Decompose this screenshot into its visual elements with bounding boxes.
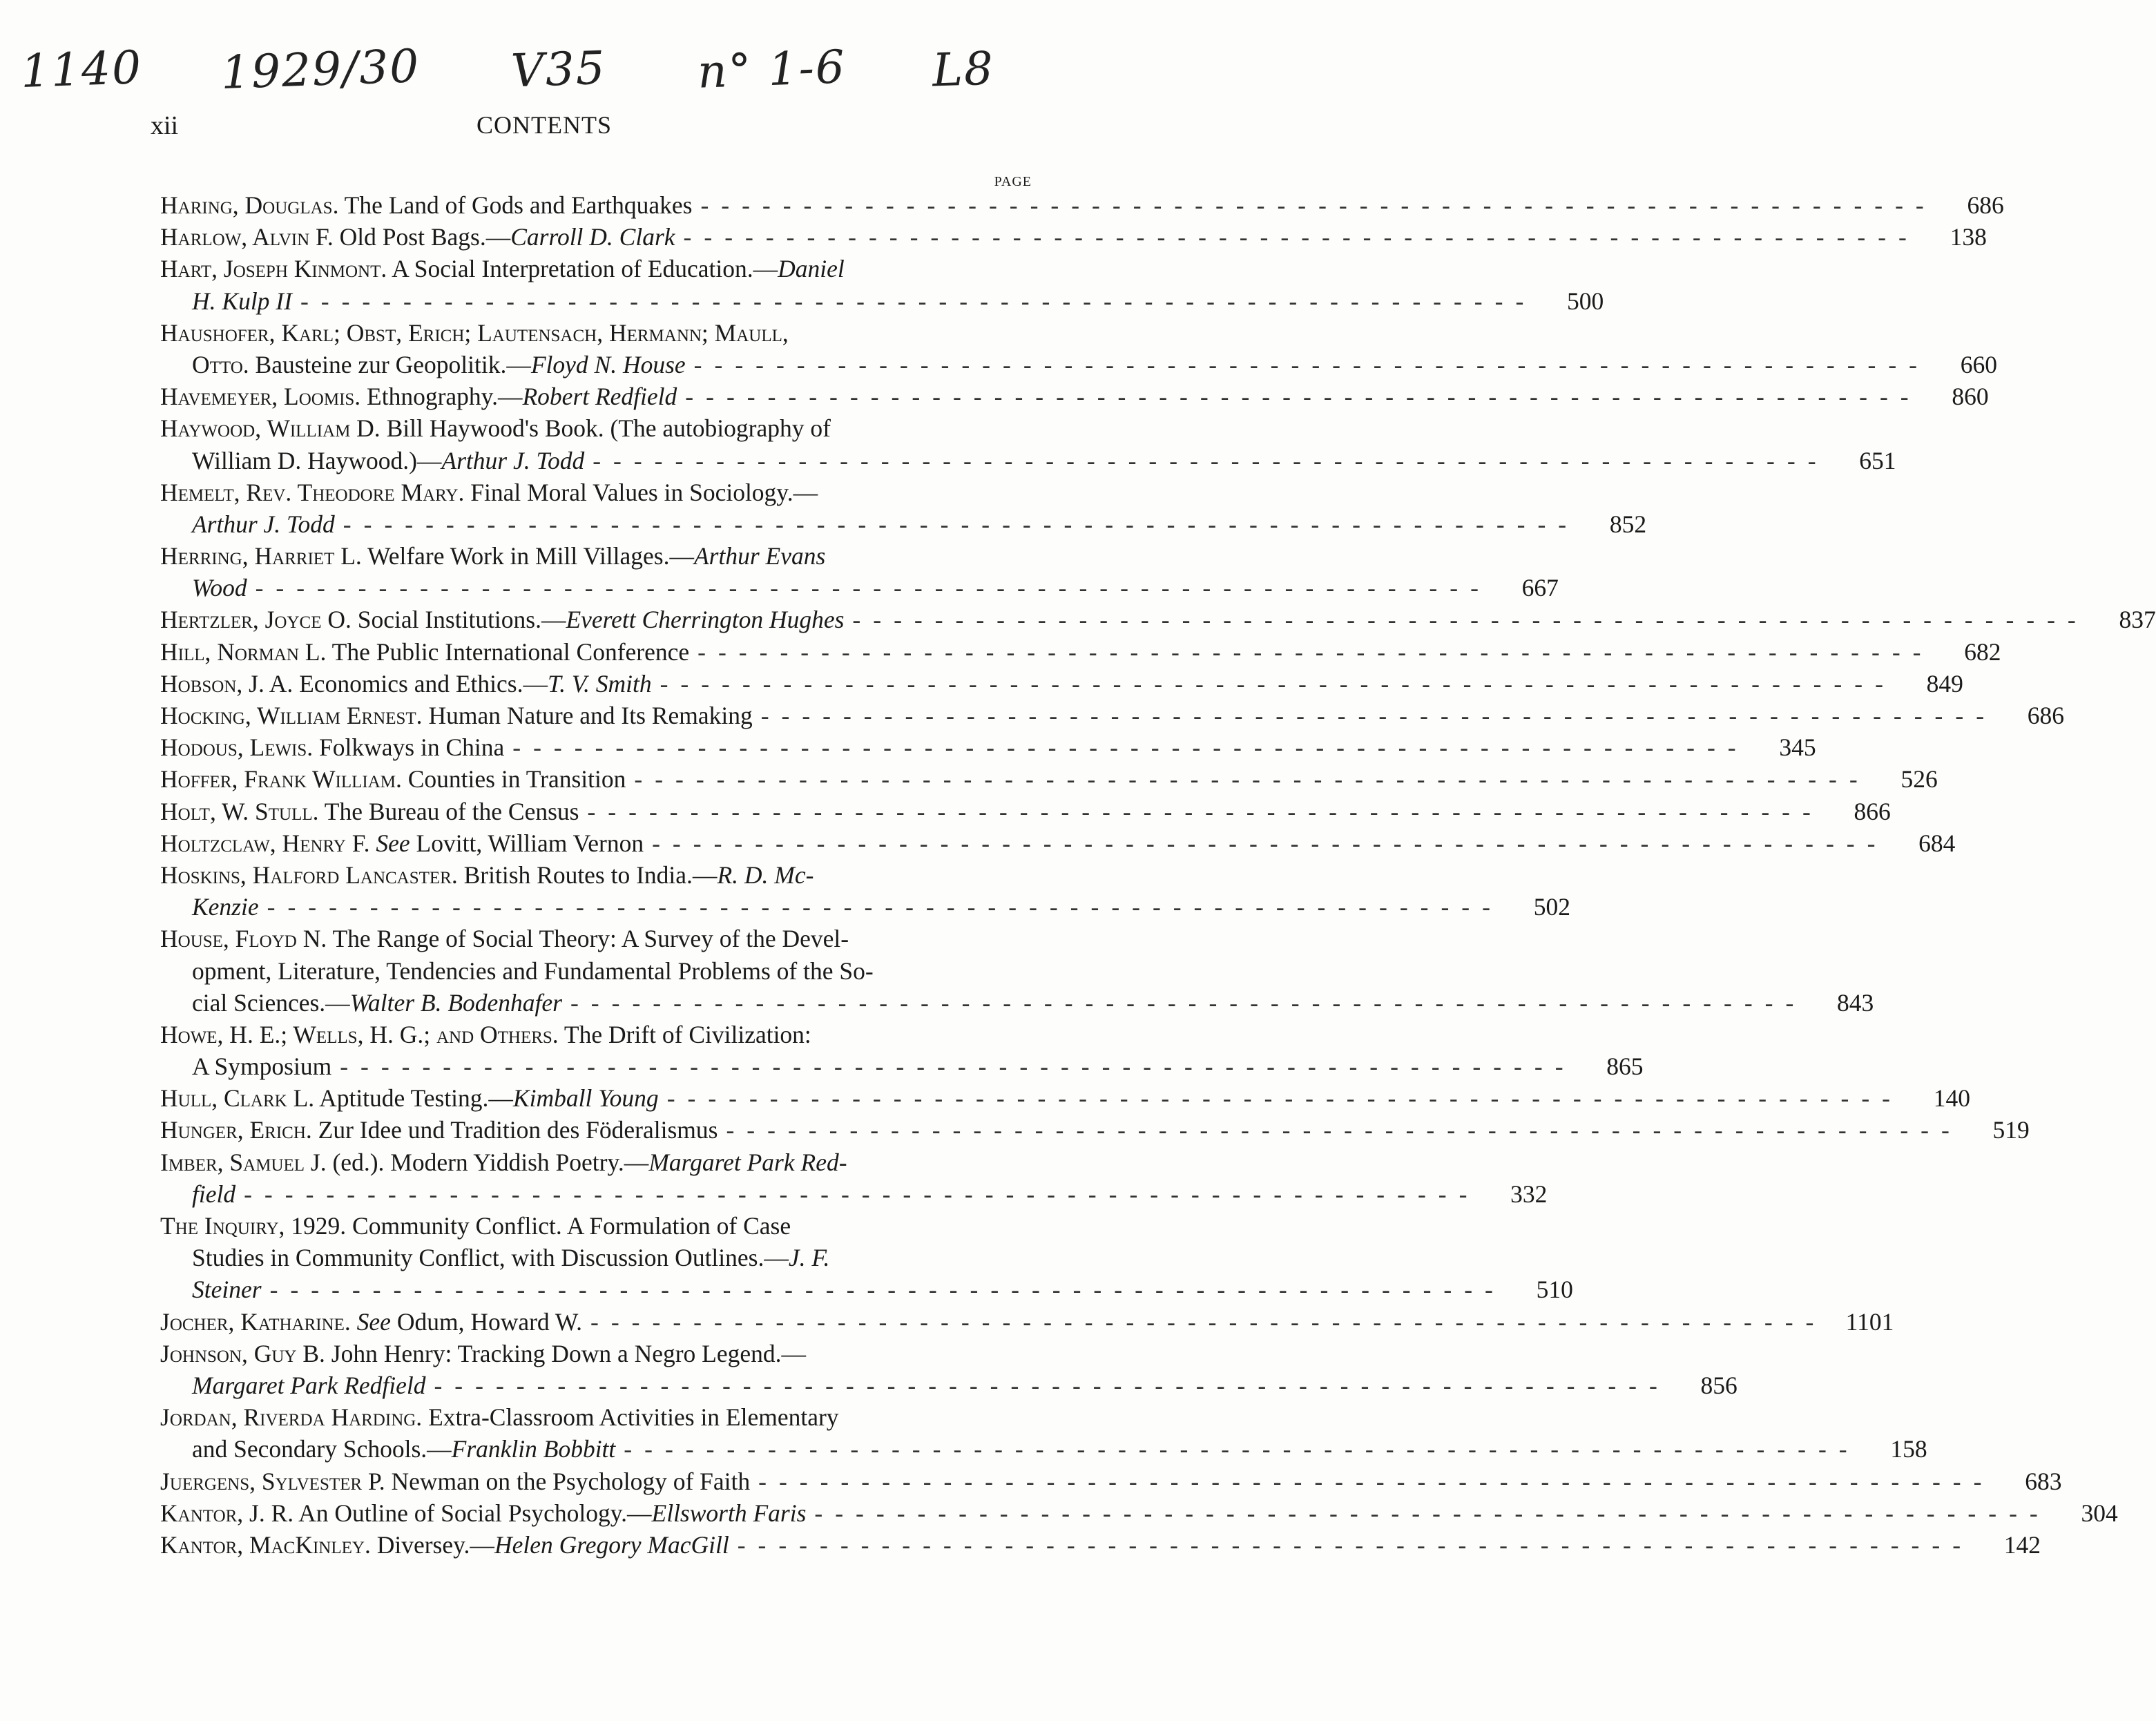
contents-entry — [160, 1114, 2030, 1146]
entry-line — [160, 636, 2001, 668]
entry-text — [160, 763, 626, 795]
author-name: Hemelt, Rev. Theodore Mary. — [160, 478, 465, 506]
page-reference: 510 — [1536, 1276, 1573, 1304]
entry-line — [160, 1210, 1032, 1242]
handwritten-note-2: 1929/30 — [220, 39, 421, 100]
title-text: Studies in Community Conflict, with Discussion Outlines.— — [192, 1244, 789, 1272]
page-reference: 651 — [1859, 446, 1896, 474]
entry-text — [160, 381, 677, 412]
reviewer-name: Daniel — [778, 255, 845, 283]
title-text: Final Moral Values in Sociology.— — [464, 478, 818, 506]
entry-text — [192, 1242, 829, 1273]
page-reference: 519 — [1992, 1116, 2030, 1144]
title-text: An Outline of Social Psychology.— — [293, 1499, 652, 1527]
title-text: Bausteine zur Geopolitik.— — [249, 350, 531, 378]
entry-text — [192, 955, 874, 987]
entry-line — [160, 1497, 2118, 1529]
author-name: Holt, W. Stull. — [160, 797, 319, 825]
contents-entry — [160, 317, 1997, 381]
entry-text — [160, 1338, 806, 1369]
entry-text — [192, 1050, 331, 1082]
entry-text — [160, 1465, 750, 1497]
entry-line — [160, 1369, 1738, 1401]
author-name: House, Floyd N. — [160, 925, 327, 953]
entry-line — [160, 540, 1032, 572]
entry-line — [160, 253, 1032, 285]
entry-text — [160, 668, 652, 700]
contents-entry — [160, 1210, 1573, 1306]
title-text: Newman on the Psychology of Faith — [385, 1467, 751, 1495]
author-name: Holtzclaw, Henry F. — [160, 829, 370, 857]
entry-line — [160, 827, 1956, 859]
contents-entry — [160, 253, 1604, 316]
entry-text — [160, 1210, 791, 1242]
entry-text — [160, 731, 504, 763]
dot-leader: ------------------------------------------------------------ — [267, 893, 1503, 921]
title-text: Counties in Transition — [401, 765, 626, 794]
title-text: Economics and Ethics.— — [293, 669, 548, 698]
author-name: Haring, Douglas. — [160, 191, 339, 219]
dot-leader: ------------------------------------------------------------ — [666, 1084, 1903, 1113]
page-reference: 684 — [1918, 829, 1956, 857]
entry-line — [160, 955, 1032, 987]
entry-line — [160, 477, 1032, 508]
reviewer-name: Everett Cherrington Hughes — [566, 606, 845, 634]
title-text: Zur Idee und Tradition des Föderalismus — [311, 1116, 718, 1144]
reviewer-name: T. V. Smith — [547, 669, 652, 698]
page-reference: 1101 — [1845, 1307, 1894, 1336]
dot-leader: ------------------------------------------------------------ — [683, 223, 1919, 251]
reviewer-name: Arthur J. Todd — [441, 446, 585, 474]
entry-text — [160, 859, 814, 891]
page-reference: 158 — [1890, 1435, 1927, 1463]
handwritten-note-4: n° 1-6 — [696, 40, 847, 99]
author-name: Johnson, Guy B. — [160, 1339, 325, 1367]
contents-entry — [160, 540, 1559, 604]
reviewer-name: Helen Gregory MacGill — [494, 1530, 729, 1559]
page-reference: 138 — [1950, 223, 1987, 251]
title-text: Folkways in China — [313, 733, 505, 762]
page-reference: 860 — [1952, 383, 1989, 411]
entry-line — [160, 221, 1987, 253]
dot-leader: ------------------------------------------------------------ — [693, 350, 1929, 378]
page-reference: 856 — [1700, 1371, 1738, 1399]
entry-text — [192, 1369, 425, 1401]
handwritten-annotations — [19, 39, 1057, 119]
title-text: Ethnography.— — [360, 383, 523, 411]
entry-line — [160, 1433, 1927, 1465]
reviewer-name: Steiner — [192, 1276, 262, 1304]
entry-text — [160, 1401, 839, 1433]
contents-entry — [160, 1019, 1644, 1082]
entry-text — [160, 221, 675, 253]
title-text: The Bureau of the Census — [318, 797, 579, 825]
title-text: Lovitt, William Vernon — [410, 829, 644, 857]
reviewer-name: Kenzie — [192, 893, 259, 921]
contents-entry — [160, 189, 2004, 221]
dot-leader: ------------------------------------------------------------ — [852, 606, 2088, 634]
title-text: John Henry: Tracking Down a Negro Legend.— — [325, 1339, 807, 1367]
author-name: Imber, Samuel J. — [160, 1148, 327, 1176]
author-name: Kantor, MacKinley. — [160, 1530, 371, 1559]
author-name: Harlow, Alvin F. — [160, 223, 334, 251]
dot-leader: ------------------------------------------------------------ — [340, 1052, 1576, 1081]
contents-entry — [160, 221, 1987, 253]
contents-entry — [160, 604, 2156, 635]
page-reference: 852 — [1609, 510, 1647, 538]
entry-text — [160, 1082, 659, 1114]
entry-line — [160, 572, 1559, 604]
entry-line — [160, 1401, 1032, 1433]
contents-entry — [160, 1465, 2062, 1497]
page-reference: 837 — [2119, 606, 2156, 634]
title-text: The Drift of Civilization: — [558, 1020, 811, 1048]
title-text: A Symposium — [192, 1052, 332, 1081]
contents-entry — [160, 731, 1816, 763]
entry-line — [160, 412, 1032, 444]
dot-leader: ------------------------------------------------------------ — [269, 1276, 1505, 1304]
entry-text — [160, 796, 579, 827]
entry-text — [192, 349, 686, 381]
title-text: The Public International Conference — [326, 637, 690, 666]
dot-leader: ------------------------------------------------------------ — [726, 1116, 1962, 1144]
author-name: Hull, Clark L. — [160, 1084, 315, 1113]
contents-list — [160, 189, 2156, 1561]
entry-line — [160, 317, 1032, 349]
dot-leader: ------------------------------------------------------------ — [300, 287, 1537, 315]
title-text: Welfare Work in Mill Villages.— — [361, 542, 694, 570]
entry-text — [192, 285, 292, 317]
reviewer-name: Wood — [192, 574, 247, 602]
reviewer-name: Walter B. Bodenhafer — [349, 988, 562, 1017]
reviewer-name: Franklin Bobbitt — [451, 1435, 616, 1463]
entry-line — [160, 731, 1816, 763]
contents-entry — [160, 412, 1896, 476]
entry-line — [160, 700, 2065, 731]
title-text: British Routes to India.— — [457, 860, 718, 889]
reviewer-name: J. F. — [788, 1244, 830, 1272]
entry-line — [160, 381, 1989, 412]
entry-text — [160, 1306, 582, 1338]
page-reference: 304 — [2081, 1499, 2118, 1527]
dot-leader: ------------------------------------------------------------ — [697, 637, 1934, 666]
reviewer-name: See — [356, 1307, 391, 1336]
page-reference: 849 — [1926, 669, 1963, 698]
title-text: William D. Haywood.)— — [192, 446, 442, 474]
page-reference: 686 — [1967, 191, 2004, 219]
entry-line — [160, 604, 2156, 635]
dot-leader: ------------------------------------------------------------ — [587, 797, 1823, 825]
entry-line — [160, 859, 1032, 891]
author-name: Hocking, William Ernest. — [160, 702, 423, 729]
contents-entry — [160, 827, 1956, 859]
dot-leader: ------------------------------------------------------------ — [737, 1530, 1974, 1559]
entry-line — [160, 923, 1032, 954]
dot-leader: ------------------------------------------------------------ — [685, 383, 1921, 411]
contents-entry — [160, 1146, 1548, 1210]
contents-entry — [160, 1497, 2118, 1529]
entry-text — [192, 508, 335, 540]
entry-text — [160, 477, 818, 508]
title-text: Community Conflict. A Formulation of Case — [346, 1212, 791, 1240]
entry-text — [160, 253, 845, 285]
reviewer-name: Floyd N. House — [530, 350, 686, 378]
contents-entry — [160, 923, 1874, 1019]
author-name: Howe, H. E.; Wells, H. G.; and Others. — [160, 1020, 559, 1048]
entry-text — [192, 1433, 615, 1465]
entry-line — [160, 1242, 1032, 1273]
title-text: The Land of Gods and Earthquakes — [338, 191, 693, 219]
entry-text — [160, 827, 644, 859]
dot-leader: ------------------------------------------------------------ — [244, 1180, 1480, 1208]
page-reference: 865 — [1606, 1052, 1644, 1081]
dot-leader: ------------------------------------------------------------ — [512, 733, 1749, 762]
page-reference: 142 — [2003, 1530, 2041, 1559]
author-name: Kantor, J. R. — [160, 1499, 294, 1527]
contents-entry — [160, 1306, 1894, 1338]
dot-leader: ------------------------------------------------------------ — [255, 574, 1491, 602]
title-text — [351, 1308, 357, 1336]
reviewer-name: Kimball Young — [512, 1084, 659, 1113]
title-text: Extra-Classroom Activities in Elementary — [422, 1403, 839, 1432]
page-reference: 332 — [1510, 1180, 1548, 1208]
entry-line — [160, 285, 1604, 317]
dot-leader: ------------------------------------------------------------ — [634, 765, 1870, 794]
author-name: Haywood, William D. — [160, 414, 381, 443]
reviewer-name: Carroll D. Clark — [510, 223, 675, 251]
entry-line — [160, 1306, 1894, 1338]
title-text: A Social Interpretation of Education.— — [387, 255, 778, 283]
reviewer-name: field — [192, 1180, 236, 1208]
entry-text — [160, 412, 831, 444]
author-name: Hobson, J. A. — [160, 669, 293, 698]
title-text: Diversey.— — [370, 1530, 494, 1559]
title-text: Old Post Bags.— — [333, 223, 511, 251]
contents-entry — [160, 1401, 1927, 1465]
entry-text — [160, 317, 789, 349]
reviewer-name: Robert Redfield — [522, 383, 677, 411]
title-text: opment, Literature, Tendencies and Fundamental Problems of the So- — [192, 956, 874, 985]
dot-leader: ------------------------------------------------------------ — [814, 1499, 2050, 1527]
contents-entry — [160, 796, 1891, 827]
entry-text — [160, 636, 689, 668]
author-name: Hoskins, Halford Lancaster. — [160, 860, 458, 889]
page-reference: 660 — [1960, 350, 1997, 378]
entry-text — [160, 1529, 729, 1561]
title-text: (ed.). Modern Yiddish Poetry.— — [326, 1148, 649, 1176]
author-name: Hoffer, Frank William. — [160, 765, 402, 794]
author-name: Hart, Joseph Kinmont. — [160, 255, 387, 283]
page-reference: 526 — [1900, 765, 1938, 794]
entry-line — [160, 1050, 1644, 1082]
entry-line — [160, 1114, 2030, 1146]
title-text: and Secondary Schools.— — [192, 1435, 452, 1463]
contents-entry — [160, 636, 2001, 668]
entry-line — [160, 1338, 1032, 1369]
entry-line — [160, 1146, 1032, 1178]
entry-line — [160, 1465, 2062, 1497]
running-title: CONTENTS — [477, 111, 612, 139]
title-text: cial Sciences.— — [192, 988, 350, 1017]
reviewer-name: Arthur J. Todd — [192, 510, 335, 538]
entry-line — [160, 891, 1570, 923]
dot-leader: ------------------------------------------------------------ — [434, 1371, 1670, 1399]
author-name: Hill, Norman L. — [160, 637, 327, 666]
entry-line — [160, 1178, 1548, 1210]
author-name: Otto. — [192, 350, 249, 378]
handwritten-note-5: L8 — [931, 41, 996, 97]
entry-text — [160, 540, 825, 572]
dot-leader: ------------------------------------------------------------ — [570, 988, 1807, 1017]
reviewer-name: Margaret Park Redfield — [192, 1371, 426, 1399]
entry-text — [160, 700, 753, 731]
entry-line — [160, 1082, 1970, 1114]
page-reference: 502 — [1533, 893, 1570, 921]
reviewer-name: See — [376, 829, 410, 857]
entry-line — [160, 668, 1963, 700]
dot-leader: ------------------------------------------------------------ — [652, 829, 1888, 857]
title-text: Odum, Howard W. — [390, 1307, 583, 1336]
entry-line — [160, 1273, 1573, 1305]
page-reference: 682 — [1964, 637, 2001, 666]
entry-text — [160, 923, 849, 954]
contents-entry — [160, 668, 1963, 700]
page-reference: 866 — [1854, 797, 1891, 825]
reviewer-name: Arthur Evans — [694, 542, 826, 570]
author-name: Jocher, Katharine. — [160, 1307, 351, 1336]
entry-line — [160, 763, 1938, 795]
dot-leader: ------------------------------------------------------------ — [590, 1307, 1827, 1336]
entry-line — [160, 349, 1997, 381]
entry-line — [160, 1529, 2041, 1561]
entry-line — [160, 1019, 1032, 1050]
title-text: Human Nature and Its Remaking — [422, 702, 753, 729]
entry-line — [160, 796, 1891, 827]
entry-text — [192, 987, 562, 1019]
author-name: Hertzler, Joyce O. — [160, 606, 352, 634]
reviewer-name: Margaret Park Red- — [648, 1148, 847, 1176]
author-name: Hodous, Lewis. — [160, 733, 314, 762]
handwritten-note-3: V35 — [510, 41, 607, 98]
dot-leader: ------------------------------------------------------------ — [700, 191, 1936, 219]
dot-leader: ------------------------------------------------------------ — [343, 510, 1579, 538]
title-text: The Range of Social Theory: A Survey of the Devel- — [327, 925, 849, 953]
title-text: Bill Haywood's Book. (The autobiography of — [380, 414, 831, 443]
page-reference: 667 — [1521, 574, 1559, 602]
author-name: Hunger, Erich. — [160, 1116, 312, 1144]
dot-leader: ------------------------------------------------------------ — [660, 669, 1896, 698]
dot-leader: ------------------------------------------------------------ — [593, 446, 1829, 474]
entry-text — [192, 572, 247, 604]
page-column-label: PAGE — [994, 174, 1032, 189]
page-reference: 683 — [2025, 1467, 2062, 1495]
contents-entry — [160, 1338, 1738, 1401]
entry-text — [160, 1114, 718, 1146]
entry-text — [160, 1019, 811, 1050]
title-text: Social Institutions.— — [351, 606, 566, 634]
entry-text — [192, 891, 259, 923]
entry-text — [160, 189, 692, 221]
reviewer-name: H. Kulp II — [192, 287, 292, 315]
author-name: Havemeyer, Loomis. — [160, 383, 361, 411]
author-name: The Inquiry, 1929. — [160, 1212, 347, 1240]
entry-text — [192, 1178, 235, 1210]
contents-entry — [160, 1529, 2041, 1561]
title-text: Aptitude Testing.— — [314, 1084, 513, 1113]
reviewer-name: R. D. Mc- — [717, 860, 814, 889]
page-reference: 500 — [1567, 287, 1604, 315]
contents-entry — [160, 859, 1570, 923]
contents-entry — [160, 763, 1938, 795]
dot-leader: ------------------------------------------------------------ — [760, 702, 1997, 729]
entry-line — [160, 445, 1896, 477]
author-name: Juergens, Sylvester P. — [160, 1467, 385, 1495]
page-reference: 345 — [1779, 733, 1816, 762]
entry-line — [160, 189, 2004, 221]
entry-text — [192, 445, 584, 477]
handwritten-note-1: 1140 — [19, 40, 144, 99]
entry-text — [160, 1497, 806, 1529]
entry-line — [160, 508, 1647, 540]
page-number: xii — [151, 111, 179, 140]
contents-entry — [160, 1082, 1970, 1114]
contents-entry — [160, 381, 1989, 412]
author-name: Haushofer, Karl; Obst, Erich; Lautensach, Hermann; Maull, — [160, 318, 789, 347]
reviewer-name: Ellsworth Faris — [651, 1499, 807, 1527]
entry-text — [160, 1146, 847, 1178]
author-name: Herring, Harriet L. — [160, 542, 362, 570]
page-reference: 843 — [1837, 988, 1874, 1017]
entry-line — [160, 987, 1874, 1019]
page-reference: 140 — [1933, 1084, 1970, 1113]
dot-leader: ------------------------------------------------------------ — [758, 1467, 1994, 1495]
page-reference: 686 — [2027, 702, 2065, 729]
entry-text — [192, 1273, 262, 1305]
contents-entry — [160, 477, 1647, 540]
dot-leader: ------------------------------------------------------------ — [624, 1435, 1860, 1463]
entry-text — [160, 604, 844, 635]
contents-entry — [160, 700, 2065, 731]
author-name: Jordan, Riverda Harding. — [160, 1403, 423, 1432]
